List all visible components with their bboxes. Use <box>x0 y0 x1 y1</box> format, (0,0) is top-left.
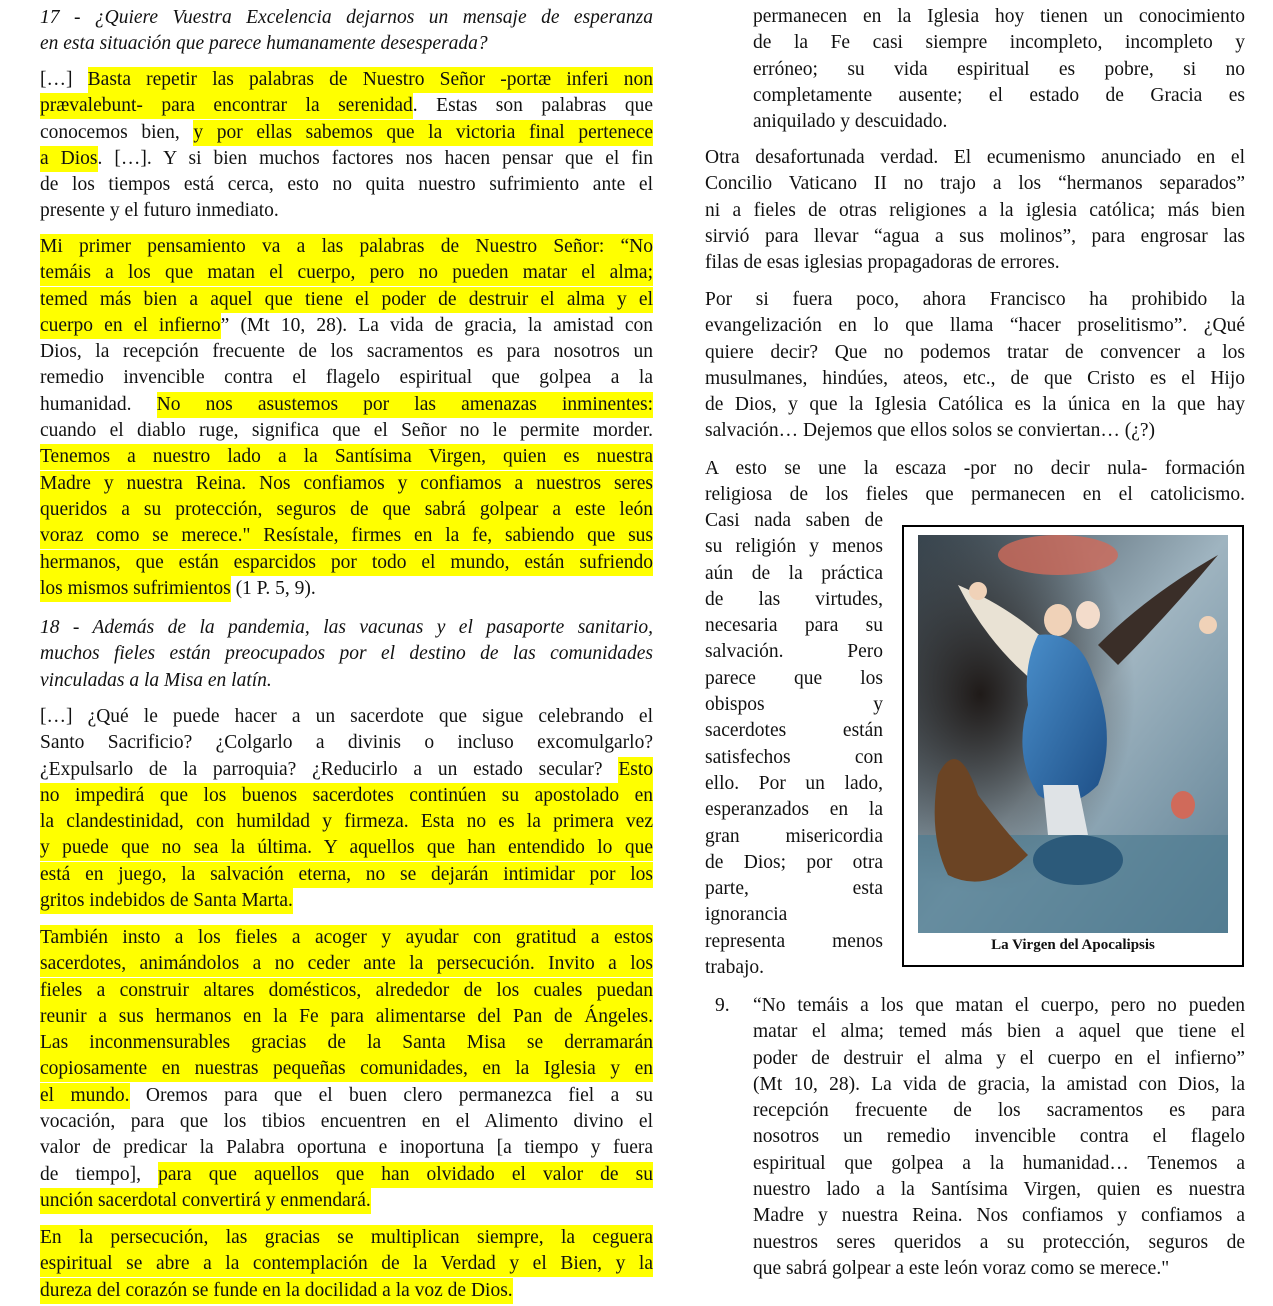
text-segment: Casi nada saben de <box>705 510 883 531</box>
text-line <box>40 1162 653 1188</box>
text-line <box>40 730 653 756</box>
footnote-9 <box>753 993 1245 1282</box>
text-segment: recepción frecuente de los sacramentos es para <box>753 1100 1245 1122</box>
text-segment: cuando el diablo ruge, significa que el Señor no le permite morder. <box>40 420 653 442</box>
text-line <box>705 366 1245 392</box>
text-line <box>40 5 653 31</box>
text-line <box>40 668 653 694</box>
text-line <box>40 444 653 470</box>
text-line <box>40 1188 653 1214</box>
text-line <box>753 83 1245 109</box>
text-line <box>705 797 883 823</box>
text-line <box>753 1203 1245 1229</box>
text-line <box>40 1109 653 1135</box>
text-segment: salvación. Pero <box>705 641 883 663</box>
text-segment: “No temáis a los que matan el cuerpo, pero no pueden <box>753 995 1245 1016</box>
highlighted-text: Mi primer pensamiento va a las palabras de Nuestro Señor: “No <box>40 234 653 260</box>
text-segment: aún de la práctica <box>705 562 883 584</box>
text-line <box>705 171 1245 197</box>
text-line <box>753 1124 1245 1150</box>
text-segment: quiere decir? Que no podemos tratar de convencer a los <box>705 341 1245 363</box>
text-line <box>753 1151 1245 1177</box>
text-segment: parte, esta <box>705 878 883 900</box>
text-segment: esperanzados en la <box>705 799 883 821</box>
text-line <box>705 902 883 928</box>
text-line <box>40 146 653 172</box>
highlighted-text: para que aquellos que han olvidado el valor de su <box>158 1162 653 1188</box>
highlighted-text: Las inconmensurables gracias de la Santa Misa se derramarán <box>40 1030 653 1056</box>
answer-18-paragraph-3 <box>40 1225 653 1304</box>
text-segment: de Dios, y que la Iglesia Católica es la única en la que hay <box>705 394 1245 416</box>
text-line <box>705 313 1245 339</box>
text-line <box>753 109 1245 135</box>
text-segment: Santo Sacrificio? ¿Colgarlo a divinis o incluso excomulgarlo? <box>40 732 653 754</box>
text-segment: ¿Expulsarlo de la parroquia? ¿Reducirlo a un estado secular? <box>40 758 619 780</box>
answer-18-paragraph-1 <box>40 704 653 914</box>
text-segment: de tiempo], <box>40 1163 159 1185</box>
text-segment: […] <box>40 69 88 90</box>
text-line <box>705 718 883 744</box>
text-segment: de la Fe casi siempre incompleto, incompleto y <box>753 32 1245 54</box>
text-line <box>40 1278 653 1304</box>
text-line <box>40 471 653 497</box>
text-segment: 17 - ¿Quiere Vuestra Excelencia dejarnos un mensaje de esperanza <box>40 7 653 28</box>
text-line <box>40 888 653 914</box>
highlighted-text: fieles a construir altares domésticos, alrededor de los cuales puedan <box>40 978 653 1004</box>
text-segment: en esta situación que parece humanamente desesperada? <box>40 33 488 55</box>
highlighted-text: No nos asustemos por las amenazas inminentes: <box>157 392 653 418</box>
text-line <box>40 234 653 260</box>
text-segment: permanecen en la Iglesia hoy tienen un conocimiento <box>753 6 1245 27</box>
text-segment: de los tiempos está cerca, esto no quita nuestro sufrimiento ante el <box>40 174 653 196</box>
text-line <box>753 57 1245 83</box>
formation-paragraph-top <box>705 456 1245 509</box>
text-segment: espiritual que golpea a la humanidad… Tenemos a <box>753 1152 1245 1174</box>
text-segment: ” (Mt 10, 28). La vida de gracia, la amistad con <box>220 314 653 336</box>
text-segment: Por si fuera poco, ahora Francisco ha prohibido la <box>705 289 1245 310</box>
text-line <box>705 639 883 665</box>
text-segment: (1 P. 5, 9). <box>230 577 316 599</box>
text-segment: musulmanes, hindúes, ateos, etc., de que Cristo es el Hijo <box>705 367 1245 389</box>
highlighted-text: temáis a los que matan el cuerpo, pero no pueden matar el alma; <box>40 260 653 286</box>
text-line <box>705 198 1245 224</box>
text-segment: Dios, la recepción frecuente de los sacramentos es para nosotros un <box>40 341 653 363</box>
text-line <box>40 523 653 549</box>
virgin-apocalypse-painting <box>918 535 1228 933</box>
text-line <box>40 835 653 861</box>
text-line <box>40 1030 653 1056</box>
text-line <box>40 1056 653 1082</box>
highlighted-text: y por ellas sabemos que la victoria final pertenece <box>193 120 653 146</box>
text-segment: satisfechos con <box>705 746 883 768</box>
text-line <box>753 1098 1245 1124</box>
highlighted-text: voraz como se merece." Resístale, firmes en la fe, sabiendo que sus <box>40 523 653 549</box>
text-line <box>40 392 653 418</box>
text-line <box>40 978 653 1004</box>
text-segment: nosotros un remedio invencible contra el flagelo <box>753 1126 1245 1148</box>
text-line <box>40 576 653 602</box>
text-line <box>40 1083 653 1109</box>
answer-17-paragraph-2 <box>40 234 653 602</box>
highlighted-text: También insto a los fieles a acoger y ayudar con gratitud a estos <box>40 925 653 951</box>
text-line <box>40 1251 653 1277</box>
text-line <box>40 757 653 783</box>
quote-continuation <box>753 4 1245 135</box>
text-line <box>753 1019 1245 1045</box>
text-segment: Otra desafortunada verdad. El ecumenismo anunciado en el <box>705 147 1245 168</box>
text-line <box>705 224 1245 250</box>
footnote-number: 9. <box>715 995 730 1016</box>
text-segment: sirvió para llevar “agua a sus molinos”, para engrosar las <box>705 225 1245 247</box>
text-line <box>705 561 883 587</box>
highlighted-text: reunir a sus hermanos en la Fe para alimentarse del Pan de Ángeles. <box>40 1004 653 1030</box>
highlighted-text: Madre y nuestra Reina. Nos confiamos y confiamos a nuestros seres <box>40 471 653 497</box>
text-segment: Concilio Vaticano II no trajo a los “hermanos separados” <box>705 173 1245 195</box>
text-segment: . Estas son palabras que <box>412 95 653 117</box>
text-segment: completamente ausente; el estado de Gracia es <box>753 84 1245 106</box>
text-segment: (Mt 10, 28). La vida de gracia, la amistad con Dios, la <box>753 1073 1245 1095</box>
text-segment: 18 - Además de la pandemia, las vacunas y el pasaporte sanitario, <box>40 617 653 638</box>
text-segment: que sabrá golpear a este león voraz como se merece." <box>753 1257 1170 1279</box>
highlighted-text: hermanos, que están esparcidos por todo el mundo, están sufriendo <box>40 550 653 576</box>
text-line <box>40 641 653 667</box>
text-segment: ni a fieles de otras religiones a la iglesia católica; más bien <box>705 199 1245 221</box>
highlighted-text: temed más bien a aquel que tiene el poder de destruir el alma y el <box>40 287 653 313</box>
highlighted-text: copiosamente en nuestras pequeñas comunidades, en la Iglesia y en <box>40 1056 653 1082</box>
answer-18-paragraph-2 <box>40 925 653 1214</box>
question-18-heading <box>40 615 653 694</box>
text-segment: muchos fieles están preocupados por el destino de las comunidades <box>40 643 653 665</box>
text-line <box>705 250 1245 276</box>
highlighted-text: el mundo. <box>40 1083 130 1109</box>
text-segment: nuestro lado a la Santísima Virgen, quien es nuestra <box>753 1179 1245 1201</box>
text-line <box>40 120 653 146</box>
text-line <box>753 993 1245 1019</box>
text-segment: su religión y menos <box>705 536 883 558</box>
text-segment: A esto se une la escaza -por no decir nula- formación <box>705 458 1245 479</box>
text-line <box>705 666 883 692</box>
text-segment: humanidad. <box>40 393 157 415</box>
ecumenism-paragraph <box>705 145 1245 276</box>
text-segment: religiosa de los fieles que permanecen en el catolicismo. <box>705 484 1245 506</box>
highlighted-text: gritos indebidos de Santa Marta. <box>40 888 293 914</box>
highlighted-text: cuerpo en el infierno <box>40 313 221 339</box>
text-segment: erróneo; su vida espiritual es pobre, si no <box>753 58 1245 80</box>
text-segment: poder de destruir el alma y el cuerpo en el infierno” <box>753 1047 1245 1069</box>
text-segment: . […]. Y si bien muchos factores nos hacen pensar que el fin <box>97 147 653 169</box>
text-line <box>705 692 883 718</box>
text-line <box>40 497 653 523</box>
text-line <box>753 1046 1245 1072</box>
text-line <box>40 198 653 224</box>
highlighted-text: Basta repetir las palabras de Nuestro Señor -portæ inferi non <box>88 67 653 93</box>
text-segment: filas de esas iglesias propagadoras de errores. <box>705 252 1060 274</box>
text-line <box>40 313 653 339</box>
text-segment: ignorancia <box>705 904 788 926</box>
text-line <box>705 929 883 955</box>
text-segment: evangelización en lo que llama “hacer proselitismo”. ¿Qué <box>705 315 1245 337</box>
text-segment: valor de predicar la Palabra oportuna e inoportuna [a tiempo y fuera <box>40 1137 653 1159</box>
text-line <box>40 31 653 57</box>
text-line <box>753 4 1245 30</box>
text-line <box>705 587 883 613</box>
text-line <box>705 392 1245 418</box>
text-line <box>705 508 883 534</box>
text-segment: Oremos para que el buen clero permanezca fiel a su <box>129 1084 653 1106</box>
text-line <box>40 67 653 93</box>
text-segment: vocación, para que los tibios encuentren en el Alimento divino el <box>40 1111 653 1133</box>
text-line <box>705 418 1245 444</box>
text-line <box>705 613 883 639</box>
text-line <box>40 1225 653 1251</box>
text-line <box>705 340 1245 366</box>
highlighted-text: la clandestinidad, con humildad y firmeza. Esta no es la primera vez <box>40 809 653 835</box>
text-line <box>40 172 653 198</box>
text-line <box>40 925 653 951</box>
text-line <box>40 1135 653 1161</box>
text-segment: […] ¿Qué le puede hacer a un sacerdote que sigue celebrando el <box>40 706 653 727</box>
highlighted-text: espiritual se abre a la contemplación de la Verdad y el Bien, y la <box>40 1251 653 1277</box>
highlighted-text: no impedirá que los buenos sacerdotes continúen su apostolado en <box>40 783 653 809</box>
text-line <box>40 1004 653 1030</box>
text-line <box>40 93 653 119</box>
text-line <box>40 550 653 576</box>
text-line <box>705 955 883 981</box>
text-segment: conocemos bien, <box>40 121 194 143</box>
text-segment: de Dios; por otra <box>705 851 883 873</box>
text-segment: ello. Por un lado, <box>705 772 883 794</box>
text-line <box>705 287 1245 313</box>
text-line <box>705 850 883 876</box>
text-segment: necesaria para su <box>705 615 883 637</box>
highlighted-text: Tenemos a nuestro lado a la Santísima Virgen, quien es nuestra <box>40 444 653 470</box>
text-line <box>705 534 883 560</box>
text-segment: remedio invencible contra el flagelo espiritual que golpea a la <box>40 367 653 389</box>
text-line <box>705 876 883 902</box>
text-line <box>753 1256 1245 1282</box>
text-line <box>40 704 653 730</box>
text-segment: de las virtudes, <box>705 588 883 610</box>
text-line <box>705 824 883 850</box>
text-segment: sacerdotes están <box>705 720 883 742</box>
text-segment: presente y el futuro inmediato. <box>40 200 279 222</box>
text-line <box>40 615 653 641</box>
text-segment: salvación… Dejemos que ellos solos se conviertan… (¿?) <box>705 420 1155 442</box>
text-segment: obispos y <box>705 694 883 716</box>
highlighted-text: prævalebunt- para encontrar la serenidad <box>40 93 413 119</box>
figure-caption: La Virgen del Apocalipsis <box>991 937 1155 953</box>
text-segment: trabajo. <box>705 957 765 979</box>
text-line <box>753 1072 1245 1098</box>
highlighted-text: está en juego, la salvación eterna, no se dejarán intimidar por los <box>40 862 653 888</box>
highlighted-text: sacerdotes, animándolos a no ceder ante la persecución. Invito a los <box>40 951 653 977</box>
text-segment: representa menos <box>705 930 883 952</box>
text-line <box>705 456 1245 482</box>
text-line <box>40 783 653 809</box>
highlighted-text: unción sacerdotal convertirá y enmendará. <box>40 1188 371 1214</box>
text-line <box>753 1230 1245 1256</box>
text-line <box>40 365 653 391</box>
text-line <box>40 862 653 888</box>
text-line <box>40 260 653 286</box>
text-segment: Madre y nuestra Reina. Nos confiamos y confiamos a <box>753 1205 1245 1227</box>
highlighted-text: los mismos sufrimientos <box>40 576 231 602</box>
text-line <box>753 30 1245 56</box>
text-line <box>40 809 653 835</box>
text-line <box>705 482 1245 508</box>
text-line <box>705 145 1245 171</box>
text-line <box>40 287 653 313</box>
text-segment: matar el alma; temed más bien a aquel que tiene el <box>753 1021 1245 1043</box>
highlighted-text: y puede que no sea la última. Y aquellos que han entendido lo que <box>40 835 653 861</box>
highlighted-text: dureza del corazón se funde en la docilidad a la voz de Dios. <box>40 1278 513 1304</box>
text-line <box>40 951 653 977</box>
text-segment: aniquilado y descuidado. <box>753 111 948 133</box>
text-segment: vinculadas a la Misa en latín. <box>40 669 272 691</box>
formation-paragraph-wrapped <box>705 508 883 981</box>
highlighted-text: a Dios <box>40 146 98 172</box>
text-line <box>705 745 883 771</box>
text-line <box>40 418 653 444</box>
question-17-heading <box>40 5 653 58</box>
answer-17-paragraph-1 <box>40 67 653 225</box>
text-line <box>753 1177 1245 1203</box>
highlighted-text: queridos a su protección, seguros de que sabrá golpear a este león <box>40 497 653 523</box>
text-line <box>705 771 883 797</box>
text-line <box>40 339 653 365</box>
text-segment: parece que los <box>705 667 883 689</box>
highlighted-text: Esto <box>618 757 653 783</box>
text-segment: gran misericordia <box>705 825 883 847</box>
highlighted-text: En la persecución, las gracias se multiplican siempre, la ceguera <box>40 1225 653 1251</box>
text-segment: nuestros seres queridos a su protección, seguros de <box>753 1231 1245 1253</box>
proselytism-paragraph <box>705 287 1245 445</box>
figure-box <box>902 525 1244 967</box>
